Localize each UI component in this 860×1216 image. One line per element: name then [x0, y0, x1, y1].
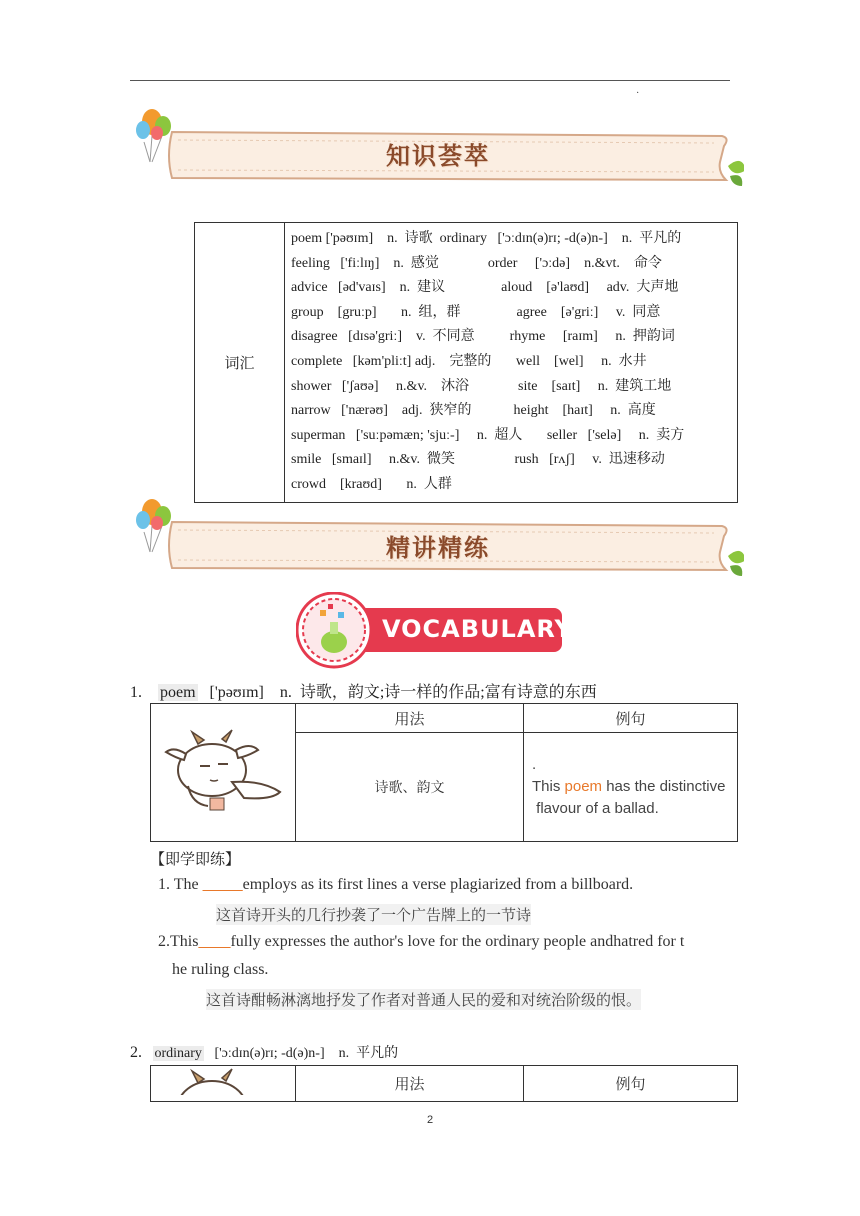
practice-translation-2: 这首诗酣畅淋漓地抒发了作者对普通人民的爱和对统治阶级的恨。 — [206, 991, 642, 1009]
goat-cartoon-icon — [152, 1067, 292, 1095]
vocab-line: group [gruːp] n. 组，群 agree [ə'griː] v. 同意 — [291, 304, 661, 320]
question-text: fully expresses the author's love for the ordinary people andhatred for t — [230, 933, 685, 950]
vocab-line: superman ['suːpəmæn; 'sjuː-] n. 超人 seller ['selə] n. 卖方 — [291, 427, 685, 443]
banner-title: 知识荟萃 — [386, 142, 490, 170]
entry-word: ordinary — [154, 1046, 202, 1061]
vocab-line: smile [smaɪl] n.&v. 微笑 rush [rʌʃ] v. 迅速移动 — [291, 452, 665, 468]
question-text: 2.This — [158, 933, 199, 950]
question-text: 1. The — [158, 876, 203, 893]
vocabulary-list — [285, 223, 738, 503]
example-text: This — [532, 778, 565, 795]
column-header-example: 例句 — [524, 1066, 738, 1102]
illustration-cell — [151, 704, 296, 842]
header-rule — [130, 80, 730, 81]
example-line-1 — [532, 776, 736, 798]
vocab-line: crowd [kraʊd] n. 人群 — [291, 476, 452, 492]
page-number: 2 — [426, 1114, 434, 1126]
vocab-line: advice [əd'vaɪs] n. 建议 aloud [ə'laʊd] adv. 大声地 — [291, 280, 679, 296]
entry-heading — [130, 679, 597, 702]
goat-cartoon-icon — [152, 720, 292, 820]
vocab-line: poem ['pəʊɪm] n. 诗歌 ordinary ['ɔːdɪn(ə)rɪ; -d(ə)n-] n. 平凡的 — [291, 231, 682, 246]
banner-title: 精讲精练 — [386, 534, 490, 562]
vocab-line: feeling ['fiːlɪŋ] n. 感觉 order ['ɔːdə] n.&vt. 命令 — [291, 255, 662, 271]
section-banner-knowledge — [132, 106, 744, 190]
example-line-2: flavour of a ballad. — [532, 800, 659, 817]
usage-table — [150, 1065, 738, 1102]
practice-question-1 — [158, 876, 633, 894]
column-header-usage: 用法 — [296, 1066, 524, 1102]
vocabulary-badge-label: VOCABULARY — [382, 615, 573, 643]
vocab-line: complete [kəm'pliːt] adj. 完整的 well [wel] n. 水井 — [291, 353, 647, 369]
vocab-line: disagree [dɪsə'griː] v. 不同意 rhyme [raɪm] n. 押韵词 — [291, 329, 675, 345]
entry-number: 1. — [130, 684, 142, 701]
section-banner-practice — [132, 496, 744, 580]
usage-table — [150, 703, 738, 842]
example-text: has the distinctive — [602, 778, 726, 795]
entry-definition: n. 诗歌，韵文;诗一样的作品;富有诗意的东西 — [279, 684, 597, 701]
usage-cell: 诗歌、韵文 — [296, 733, 524, 842]
practice-title: 【即学即练】 — [150, 850, 241, 868]
vocab-line: shower ['ʃaʊə] n.&v. 沐浴 site [saɪt] n. 建筑工地 — [291, 378, 672, 394]
example-highlight: poem — [564, 778, 603, 795]
practice-question-2-cont: he ruling class. — [172, 961, 269, 978]
illustration-cell — [151, 1066, 296, 1102]
practice-translation-1: 这首诗开头的几行抄袭了一个广告牌上的一节诗 — [216, 906, 532, 924]
column-header-example: 例句 — [524, 704, 738, 733]
entry-word: poem — [160, 684, 196, 701]
example-cell — [524, 733, 738, 842]
column-header-usage: 用法 — [296, 704, 524, 733]
vocabulary-header: 词汇 — [195, 223, 285, 503]
answer-blank: _____ — [202, 876, 243, 893]
question-text: employs as its first lines a verse plagiarized from a billboard. — [242, 876, 634, 893]
practice-question-2 — [158, 933, 684, 951]
vocabulary-badge — [296, 592, 573, 670]
entry-heading — [130, 1042, 398, 1062]
entry-number: 2. — [130, 1044, 142, 1061]
answer-blank: ____ — [198, 933, 231, 950]
vocabulary-table — [194, 222, 738, 503]
entry-phonetic: ['pəʊɪm] — [209, 684, 264, 701]
entry-phonetic: ['ɔːdɪn(ə)rɪ; -d(ə)n-] — [214, 1046, 325, 1061]
entry-definition: n. 平凡的 — [338, 1046, 399, 1061]
example-dot: . — [532, 756, 537, 773]
vocab-line: narrow ['nærəʊ] adj. 狭窄的 height [haɪt] n. 高度 — [291, 403, 656, 419]
header-dot: · — [636, 88, 640, 99]
